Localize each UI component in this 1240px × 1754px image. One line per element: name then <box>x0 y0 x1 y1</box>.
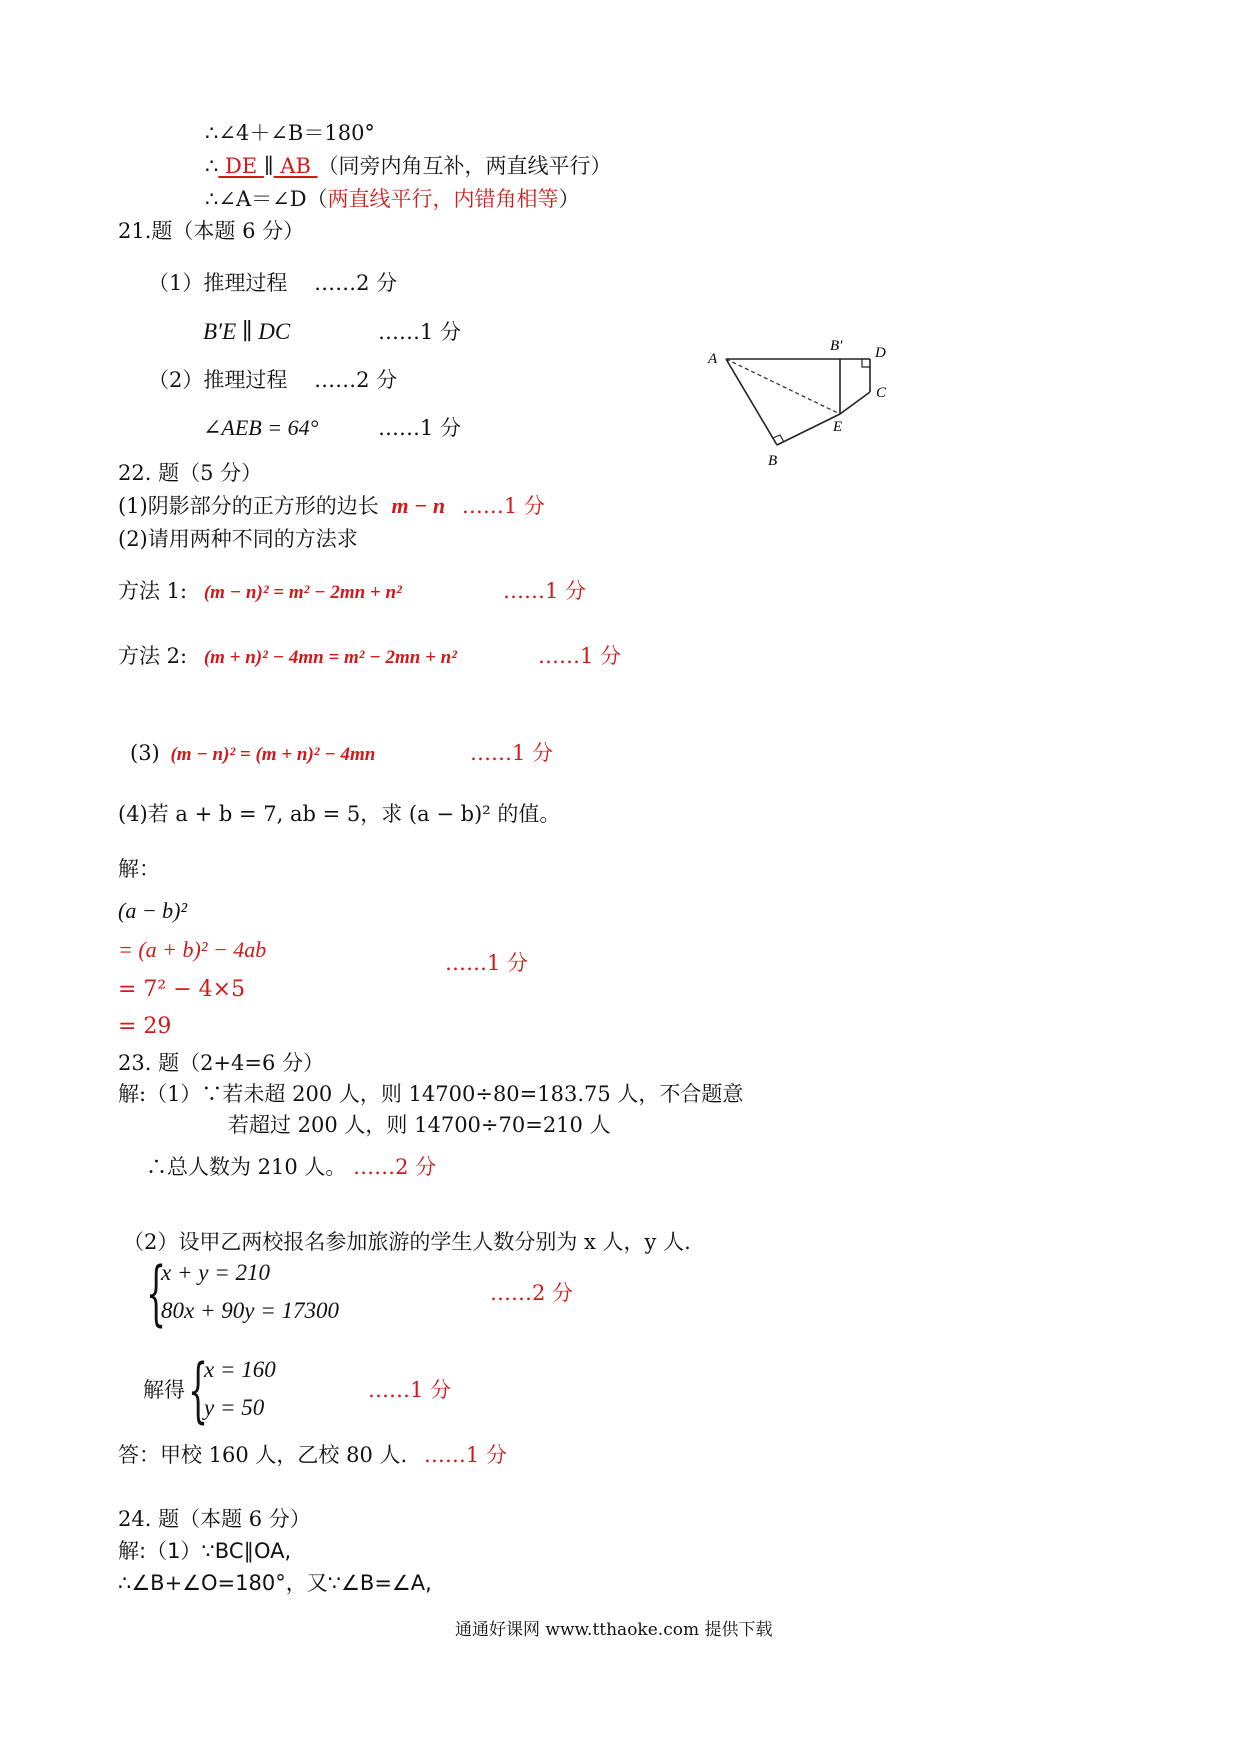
right-angle-d-mark <box>862 359 870 367</box>
q20-line2-prefix: ∴ <box>205 154 219 178</box>
q22-p1 <box>118 493 545 519</box>
page-footer: 通通好课网 www.tthaoke.com 提供下载 <box>455 1620 773 1640</box>
q22-sol-line1: (a − b)² <box>118 898 188 923</box>
segment-ce <box>840 392 870 414</box>
q23-answer <box>118 1442 507 1468</box>
q21-p2-result: ∠AEB = 64° <box>203 415 319 440</box>
q23-eq-score: ……2 分 <box>490 1281 574 1305</box>
q22-p3-label: (3) <box>130 741 160 765</box>
q23-line3-text: ∴总人数为 210 人。 <box>146 1155 347 1179</box>
q22-sol-line2-score: ……1 分 <box>445 951 529 975</box>
q22-p2-text: (2)请用两种不同的方法求 <box>118 527 358 551</box>
q21-p1 <box>148 270 397 296</box>
label-b: B <box>768 453 778 469</box>
q22-solution-label: 解： <box>118 857 160 881</box>
q21-p1-label: （1）推理过程 <box>148 271 288 295</box>
q22-sol-line4: = 29 <box>118 1014 172 1039</box>
q22-p4-text: (4)若 a + b = 7, ab = 5，求 (a − b)² 的值。 <box>118 802 561 826</box>
q23-eq1: x + y = 210 <box>161 1260 270 1285</box>
q22-method2 <box>118 643 622 671</box>
q22-p1-text: (1)阴影部分的正方形的边长 <box>118 494 379 518</box>
label-e: E <box>833 419 843 435</box>
q23-line1: 解:（1）∵若未超 200 人，则 14700÷80=183.75 人，不合题意 <box>118 1082 744 1106</box>
q20-answer-de: DE <box>218 154 264 178</box>
q23-system-brace: { <box>146 1252 167 1334</box>
q24-title: 24. 题（本题 6 分） <box>118 1507 311 1531</box>
q23-solve-label: 解得 <box>143 1378 185 1402</box>
q21-title: 21.题（本题 6 分） <box>118 219 305 243</box>
q21-geometry-figure <box>700 330 910 470</box>
q23-sol1: x = 160 <box>204 1357 276 1382</box>
q22-m2-expr: (m + n)² − 4mn = m² − 2mn + n² <box>203 647 457 668</box>
q22-method1 <box>118 578 587 606</box>
q20-line3-prefix: ∴∠A＝∠D（ <box>205 187 328 211</box>
q21-p1-score: ……2 分 <box>314 271 398 295</box>
q23-answer-text: 答：甲校 160 人，乙校 80 人. <box>118 1443 408 1467</box>
q22-p3-expr: (m − n)² = (m + n)² − 4mn <box>170 744 376 765</box>
q20-line1: ∴∠4＋∠B＝180° <box>205 121 375 145</box>
q22-p3-score: ……1 分 <box>470 741 554 765</box>
q20-parallel-sign: ∥ <box>263 154 274 178</box>
q20-line2 <box>205 153 612 179</box>
q21-p2-result-score: ……1 分 <box>378 416 462 440</box>
q23-eq2: 80x + 90y = 17300 <box>161 1298 339 1323</box>
q23-solution-brace: { <box>188 1349 209 1431</box>
label-a: A <box>708 351 718 367</box>
q20-line3-reason: 两直线平行，内错角相等 <box>327 187 559 211</box>
q22-m1-score: ……1 分 <box>503 579 587 603</box>
q21-p2-score: ……2 分 <box>314 368 398 392</box>
q21-p1-result: B′E ∥ DC <box>203 319 291 344</box>
q22-m2-score: ……1 分 <box>538 644 622 668</box>
q21-p2 <box>148 367 397 393</box>
q22-p1-answer: m − n <box>391 493 446 518</box>
q23-sol-score: ……1 分 <box>368 1378 452 1402</box>
label-b-prime: B′ <box>830 338 843 354</box>
q20-line3-suffix: ） <box>558 187 580 211</box>
q22-m2-label: 方法 2: <box>118 644 188 668</box>
q23-line2: 若超过 200 人，则 14700÷70=210 人 <box>228 1113 611 1137</box>
q22-m1-expr: (m − n)² = m² − 2mn + n² <box>203 582 402 603</box>
q21-p1-result-score: ……1 分 <box>378 320 462 344</box>
q24-line1: 解:（1）∵BC∥OA, <box>118 1539 292 1563</box>
q21-p2-result-line <box>203 415 462 441</box>
q22-title: 22. 题（5 分） <box>118 461 263 485</box>
q23-sol2: y = 50 <box>204 1395 265 1420</box>
q23-line3-score: ……2 分 <box>353 1155 437 1179</box>
q22-m1-label: 方法 1: <box>118 579 188 603</box>
q20-answer-ab: AB <box>273 154 318 178</box>
label-c: C <box>876 385 887 401</box>
q22-sol-line3: = 7² − 4×5 <box>118 977 246 1002</box>
q20-line3 <box>205 186 580 212</box>
q23-line3 <box>146 1154 436 1180</box>
q22-p3 <box>130 740 554 768</box>
q23-title: 23. 题（2+4=6 分） <box>118 1051 325 1075</box>
q21-p2-label: （2）推理过程 <box>148 368 288 392</box>
q20-reason: （同旁内角互补，两直线平行） <box>317 154 612 178</box>
label-d: D <box>875 345 886 361</box>
q22-p1-score: ……1 分 <box>461 494 545 518</box>
q22-sol-line2: = (a + b)² − 4ab <box>118 937 267 962</box>
segment-be <box>777 414 843 445</box>
q23-p2-text: （2）设甲乙两校报名参加旅游的学生人数分别为 x 人，y 人. <box>123 1230 691 1254</box>
q21-p1-result-line <box>203 319 462 345</box>
q23-answer-score: ……1 分 <box>423 1443 507 1467</box>
q24-line2: ∴∠B+∠O=180°，又∵∠B=∠A, <box>118 1571 432 1595</box>
